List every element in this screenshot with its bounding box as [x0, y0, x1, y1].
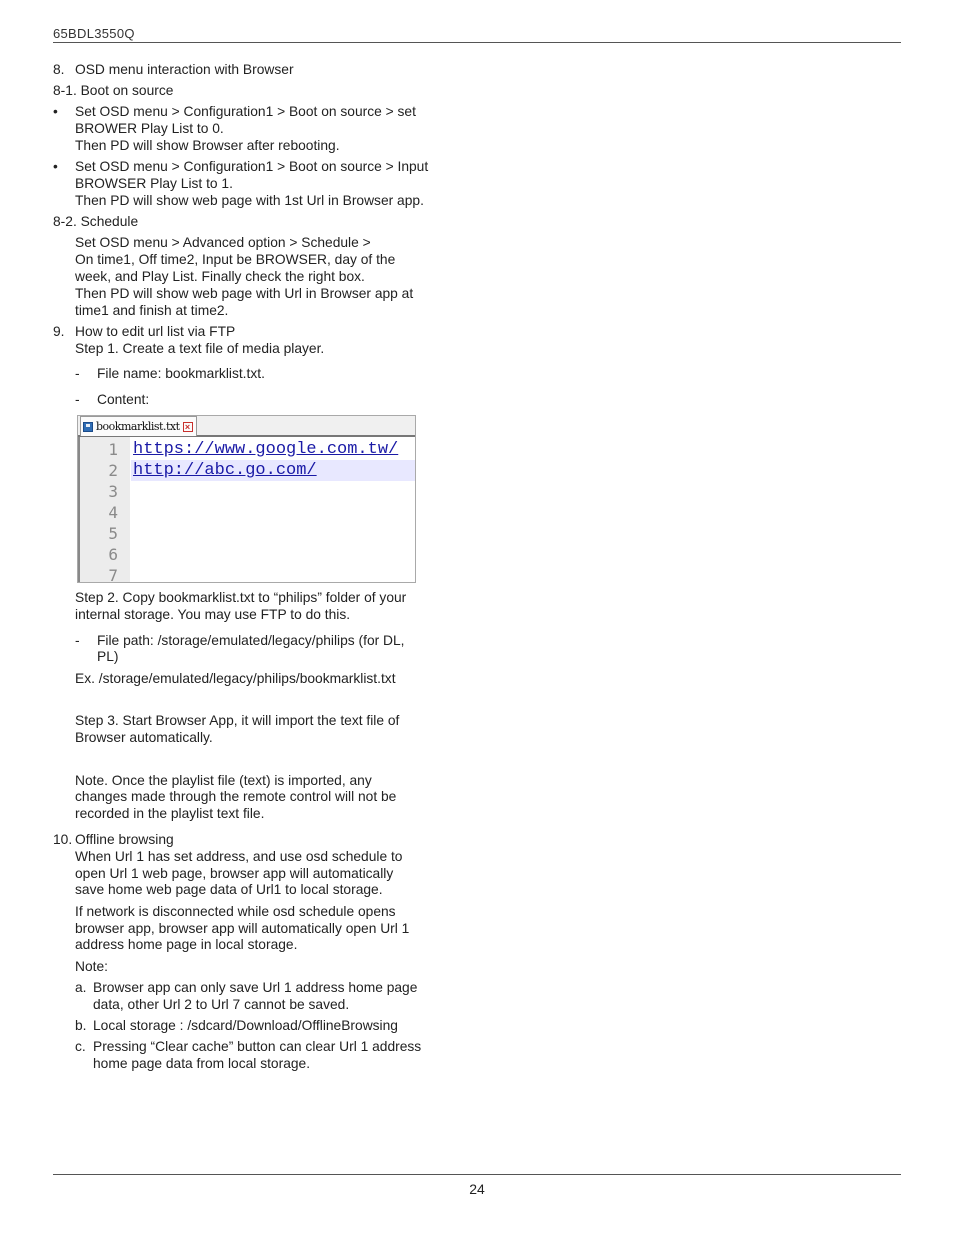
note-line: recorded in the playlist text file. — [75, 806, 265, 821]
list-item-a-line: data, other Url 2 to Url 7 cannot be saved. — [93, 997, 350, 1012]
dash-marker: - — [75, 392, 80, 407]
schedule-line: On time1, Off time2, Input be BROWSER, day of the — [75, 252, 396, 267]
file-path-line: File path: /storage/emulated/legacy/philips (for DL, — [97, 633, 405, 648]
paragraph-2-line: address home page in local storage. — [75, 937, 298, 952]
line-number: 6 — [108, 545, 118, 564]
section-9-title: How to edit url list via FTP — [75, 324, 236, 339]
text-editor-screenshot — [77, 415, 416, 583]
footer-divider — [53, 1174, 901, 1175]
subsection-8-1-title: 8-1. Boot on source — [53, 83, 174, 98]
example-path: Ex. /storage/emulated/legacy/philips/bookmarklist.txt — [75, 671, 396, 686]
subsection-8-2-title: 8-2. Schedule — [53, 214, 139, 229]
editor-line-gutter — [78, 437, 130, 583]
note-line: changes made through the remote control will not be — [75, 789, 397, 804]
editor-tab-bar — [78, 416, 415, 437]
list-item-c-line: Pressing “Clear cache” button can clear Url 1 address — [93, 1039, 422, 1054]
list-marker: a. — [75, 980, 87, 995]
step-1-text: Step 1. Create a text file of media player. — [75, 341, 325, 356]
paragraph-1-line: When Url 1 has set address, and use osd schedule to — [75, 849, 403, 864]
line-number: 2 — [108, 461, 118, 480]
list-marker: c. — [75, 1039, 86, 1054]
bullet-2-line: Set OSD menu > Configuration1 > Boot on source > Input — [75, 159, 429, 174]
editor-tab[interactable] — [80, 416, 197, 436]
schedule-line: week, and Play List. Finally check the right box. — [75, 269, 365, 284]
schedule-line: Then PD will show web page with Url in Browser app at — [75, 286, 414, 301]
page-number: 24 — [469, 1181, 485, 1197]
bullet-1-line: BROWER Play List to 0. — [75, 121, 224, 136]
step-3-line: Step 3. Start Browser App, it will import the text file of — [75, 713, 400, 728]
section-8-number: 8. — [53, 62, 65, 77]
note-line: Note. Once the playlist file (text) is imported, any — [75, 773, 372, 788]
step-3-line: Browser automatically. — [75, 730, 213, 745]
paragraph-2-line: If network is disconnected while osd schedule opens — [75, 904, 396, 919]
step-2-line: Step 2. Copy bookmarklist.txt to “philips” folder of your — [75, 590, 407, 605]
floppy-save-icon — [83, 422, 93, 432]
line-number: 7 — [108, 566, 118, 583]
bullet-marker: • — [53, 159, 58, 174]
list-item-b-line: Local storage : /sdcard/Download/OfflineBrowsing — [93, 1018, 398, 1033]
line-number: 1 — [108, 440, 118, 459]
line-number: 4 — [108, 503, 118, 522]
line-number: 5 — [108, 524, 118, 543]
section-8-title: OSD menu interaction with Browser — [75, 62, 294, 77]
bullet-1-line: Set OSD menu > Configuration1 > Boot on source > set — [75, 104, 416, 119]
paragraph-2-line: browser app, browser app will automatically open Url 1 — [75, 921, 410, 936]
section-10-title: Offline browsing — [75, 832, 174, 847]
content-label: Content: — [97, 392, 150, 407]
bullet-1-line: Then PD will show Browser after rebooting. — [75, 138, 340, 153]
bullet-marker: • — [53, 104, 58, 119]
paragraph-1-line: save home web page data of Url1 to local storage. — [75, 882, 383, 897]
editor-url-line[interactable]: https://www.google.com.tw/ — [133, 440, 399, 459]
list-item-a-line: Browser app can only save Url 1 address home page — [93, 980, 418, 995]
close-tab-icon[interactable]: × — [183, 422, 193, 432]
section-10-number: 10. — [53, 832, 73, 847]
editor-tab-label: bookmarklist.txt — [96, 420, 180, 433]
note-label: Note: — [75, 959, 108, 974]
bullet-2-line: Then PD will show web page with 1st Url in Browser app. — [75, 193, 424, 208]
list-marker: b. — [75, 1018, 87, 1033]
step-2-line: internal storage. You may use FTP to do this. — [75, 607, 351, 622]
schedule-line: Set OSD menu > Advanced option > Schedule > — [75, 235, 371, 250]
section-9-number: 9. — [53, 324, 65, 339]
file-name-text: File name: bookmarklist.txt. — [97, 366, 265, 381]
dash-marker: - — [75, 366, 80, 381]
header-divider — [53, 42, 901, 43]
editor-url-line-current[interactable]: http://abc.go.com/ — [131, 460, 415, 481]
bullet-2-line: BROWSER Play List to 1. — [75, 176, 233, 191]
paragraph-1-line: open Url 1 web page, browser app will automatically — [75, 866, 394, 881]
header-model-number: 65BDL3550Q — [53, 26, 135, 41]
line-number: 3 — [108, 482, 118, 501]
dash-marker: - — [75, 633, 80, 648]
file-path-line: PL) — [97, 649, 119, 664]
list-item-c-line: home page data from local storage. — [93, 1056, 311, 1071]
schedule-line: time1 and finish at time2. — [75, 303, 229, 318]
